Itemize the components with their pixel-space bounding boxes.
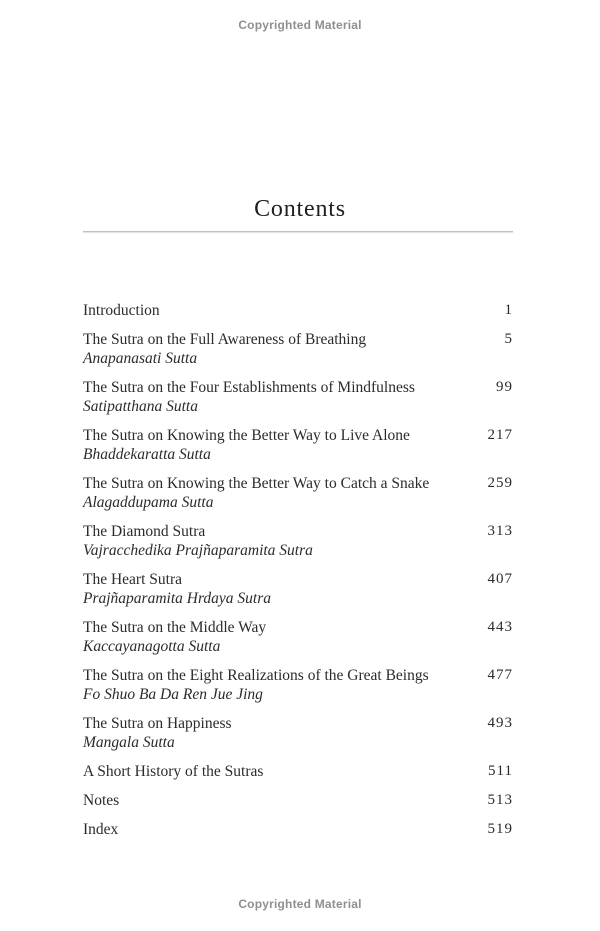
toc-entry-page-number: 493 [487,715,513,731]
toc-entry-titles [83,762,469,781]
toc-entry-title: The Sutra on the Middle Way [83,619,267,636]
toc-entry-row [83,791,513,810]
toc-entry-page-number: 259 [487,475,513,491]
toc-entry-subtitle: Satipatthana Sutta [83,398,198,415]
toc-entry-row [83,474,513,512]
toc-entry-titles [83,301,469,320]
toc-entry-row [83,820,513,839]
toc-entry-row [83,301,513,320]
toc-entry-titles [83,820,469,839]
heading-divider-rule [83,231,513,233]
toc-entry-subtitle: Vajracchedika Prajñaparamita Sutra [83,542,313,559]
toc-entry-title: Index [83,821,119,838]
toc-entry-page-number: 217 [487,427,513,443]
toc-entry-titles [83,570,469,608]
toc-entry-titles [83,791,469,810]
toc-entry-title: The Sutra on the Four Establishments of Mindfulness [83,379,415,396]
toc-entry-title: The Sutra on Knowing the Better Way to Catch a Snake [83,475,430,492]
toc-entry-row [83,762,513,781]
toc-entry-title: The Sutra on the Eight Realizations of the Great Beings [83,667,429,684]
toc-entry-row [83,714,513,752]
toc-entry-titles [83,666,469,704]
toc-entry-titles [83,474,469,512]
toc-entry-title: The Sutra on Knowing the Better Way to Live Alone [83,427,410,444]
toc-entry-row [83,570,513,608]
toc-entry-row [83,330,513,368]
table-of-contents [83,301,513,849]
toc-entry-subtitle: Alagaddupama Sutta [83,494,214,511]
toc-entry-titles [83,330,469,368]
toc-entry-subtitle: Mangala Sutta [83,734,175,751]
toc-entry-title: Notes [83,792,120,809]
toc-entry-row [83,618,513,656]
copyrighted-material-bottom-label: Copyrighted Material [238,897,362,911]
toc-entry-row [83,378,513,416]
toc-entry-titles [83,426,469,464]
toc-entry-titles [83,714,469,752]
toc-entry-page-number: 519 [487,821,513,837]
toc-entry-subtitle: Bhaddekaratta Sutta [83,446,211,463]
toc-entry-page-number: 511 [488,763,513,779]
toc-entry-subtitle: Kaccayanagotta Sutta [83,638,221,655]
toc-entry-page-number: 443 [487,619,513,635]
toc-entry-page-number: 513 [487,792,513,808]
toc-entry-title: The Sutra on Happiness [83,715,232,732]
toc-entry-page-number: 407 [487,571,513,587]
toc-entry-page-number: 313 [487,523,513,539]
toc-entry-page-number: 477 [487,667,513,683]
toc-entry-subtitle: Anapanasati Sutta [83,350,198,367]
toc-entry-title: The Heart Sutra [83,571,182,588]
toc-entry-row [83,426,513,464]
toc-entry-subtitle: Prajñaparamita Hrdaya Sutra [83,590,272,607]
toc-entry-title: The Diamond Sutra [83,523,206,540]
toc-entry-subtitle: Fo Shuo Ba Da Ren Jue Jing [83,686,263,703]
toc-entry-page-number: 1 [504,302,513,318]
toc-entry-page-number: 99 [496,379,513,395]
toc-entry-page-number: 5 [504,331,513,347]
toc-entry-titles [83,522,469,560]
toc-entry-titles [83,378,469,416]
toc-entry-row [83,666,513,704]
toc-entry-title: Introduction [83,302,160,319]
toc-entry-row [83,522,513,560]
toc-entry-titles [83,618,469,656]
copyrighted-material-top-label: Copyrighted Material [238,18,362,32]
toc-entry-title: The Sutra on the Full Awareness of Breathing [83,331,367,348]
contents-page-title: Contents [254,196,346,222]
toc-entry-title: A Short History of the Sutras [83,763,264,780]
